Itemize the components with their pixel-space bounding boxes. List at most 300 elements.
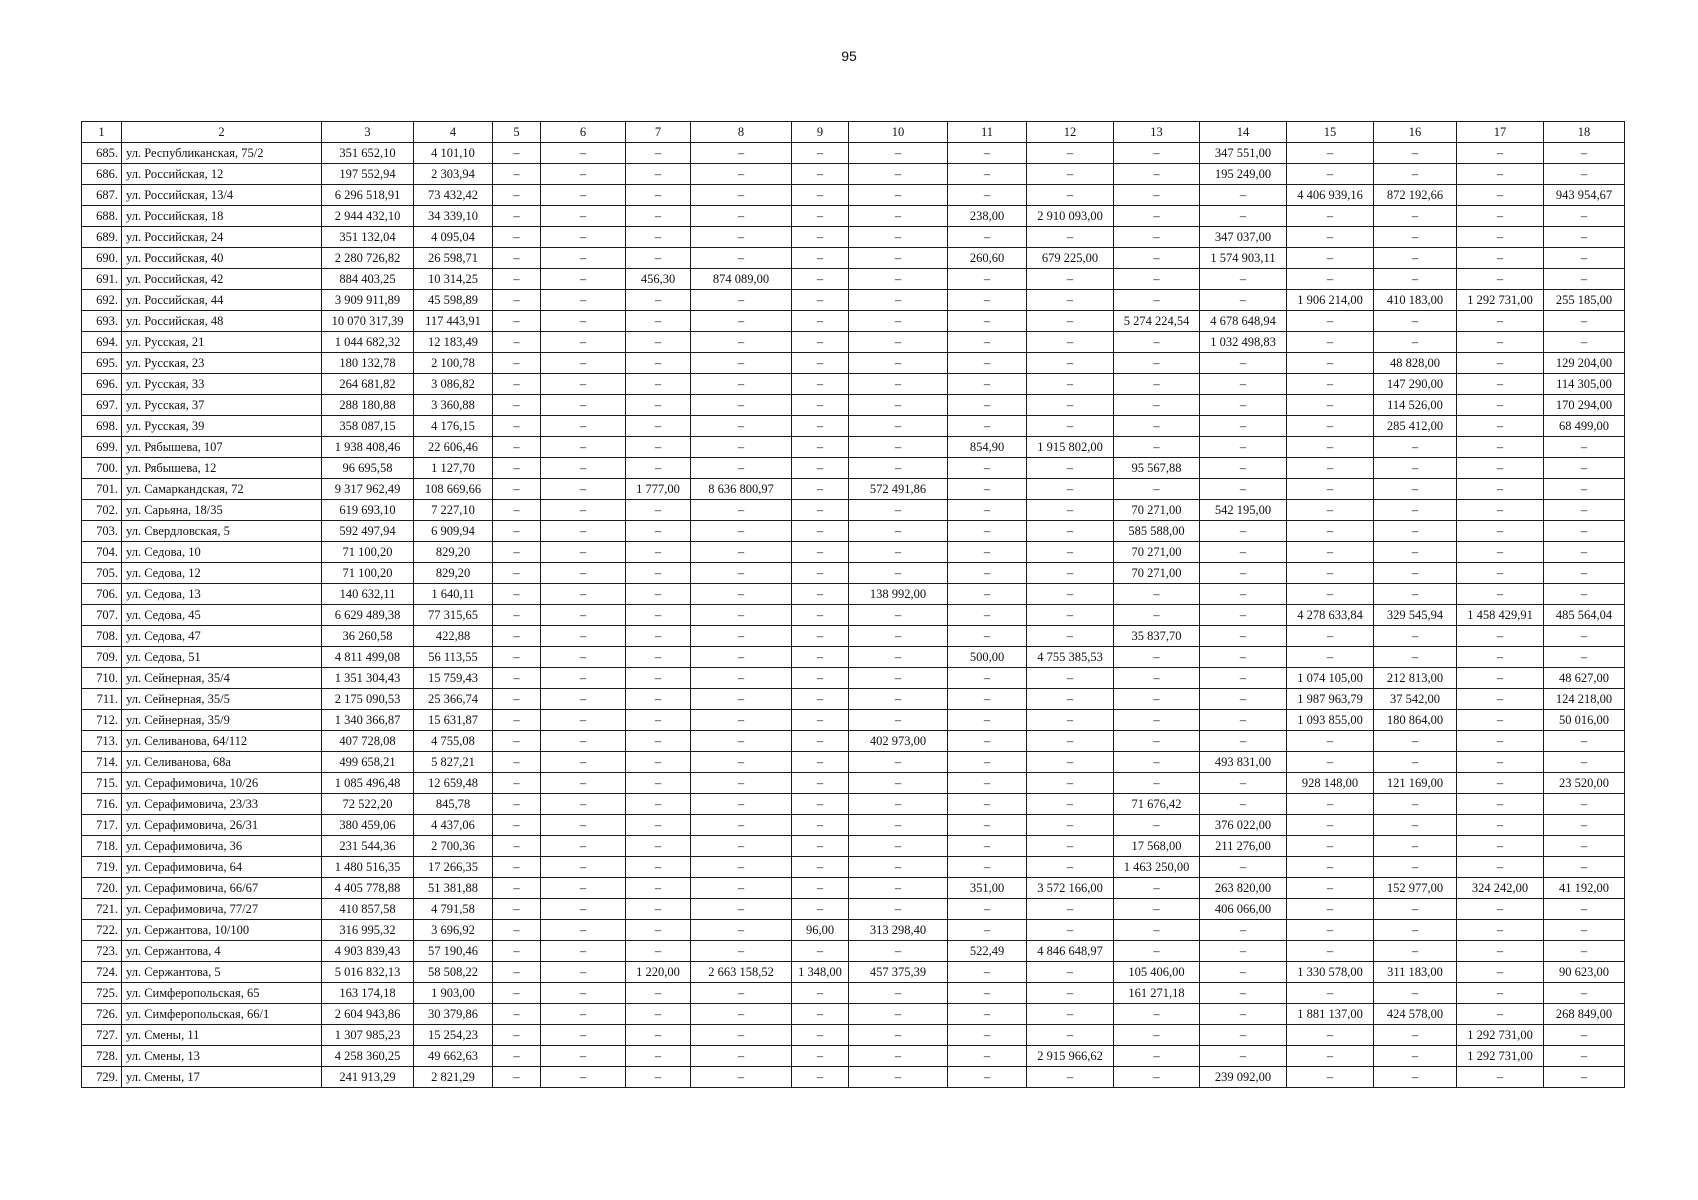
value-cell: – bbox=[541, 185, 626, 206]
value-cell: – bbox=[1027, 962, 1114, 983]
value-cell: – bbox=[691, 458, 792, 479]
value-cell: – bbox=[849, 836, 948, 857]
column-header-6: 6 bbox=[541, 122, 626, 143]
value-cell: – bbox=[691, 584, 792, 605]
value-cell: – bbox=[1200, 206, 1287, 227]
value-cell: 456,30 bbox=[626, 269, 691, 290]
value-cell: – bbox=[849, 143, 948, 164]
value-cell: – bbox=[1544, 458, 1625, 479]
value-cell: 2 663 158,52 bbox=[691, 962, 792, 983]
value-cell: 95 567,88 bbox=[1114, 458, 1200, 479]
row-number-cell: 714. bbox=[82, 752, 122, 773]
value-cell: – bbox=[1544, 1046, 1625, 1067]
value-cell: 358 087,15 bbox=[322, 416, 414, 437]
value-cell: 4 405 778,88 bbox=[322, 878, 414, 899]
value-cell: 2 915 966,62 bbox=[1027, 1046, 1114, 1067]
value-cell: – bbox=[1374, 920, 1457, 941]
value-cell: 1 307 985,23 bbox=[322, 1025, 414, 1046]
value-cell: – bbox=[792, 479, 849, 500]
value-cell: – bbox=[1457, 626, 1544, 647]
value-cell: – bbox=[626, 500, 691, 521]
value-cell: – bbox=[1114, 584, 1200, 605]
row-number-cell: 715. bbox=[82, 773, 122, 794]
value-cell: – bbox=[1457, 983, 1544, 1004]
value-cell: – bbox=[849, 311, 948, 332]
table-row bbox=[82, 248, 1625, 269]
value-cell: – bbox=[493, 311, 541, 332]
value-cell: – bbox=[493, 143, 541, 164]
value-cell: – bbox=[1544, 248, 1625, 269]
value-cell: – bbox=[792, 1067, 849, 1088]
address-cell: ул. Русская, 39 bbox=[122, 416, 322, 437]
value-cell: – bbox=[1114, 290, 1200, 311]
value-cell: – bbox=[1544, 164, 1625, 185]
address-cell: ул. Селиванова, 64/112 bbox=[122, 731, 322, 752]
value-cell: – bbox=[1287, 521, 1374, 542]
value-cell: 15 759,43 bbox=[414, 668, 493, 689]
value-cell: 263 820,00 bbox=[1200, 878, 1287, 899]
table-row bbox=[82, 710, 1625, 731]
value-cell: – bbox=[691, 185, 792, 206]
value-cell: – bbox=[849, 941, 948, 962]
value-cell: – bbox=[691, 248, 792, 269]
value-cell: – bbox=[493, 437, 541, 458]
value-cell: – bbox=[1114, 941, 1200, 962]
value-cell: – bbox=[493, 794, 541, 815]
row-number-cell: 727. bbox=[82, 1025, 122, 1046]
value-cell: – bbox=[1374, 206, 1457, 227]
table-body bbox=[82, 143, 1625, 1088]
value-cell: – bbox=[1027, 731, 1114, 752]
row-number-cell: 722. bbox=[82, 920, 122, 941]
value-cell: – bbox=[792, 794, 849, 815]
value-cell: – bbox=[691, 500, 792, 521]
value-cell: – bbox=[849, 332, 948, 353]
value-cell: – bbox=[1027, 1025, 1114, 1046]
row-number-cell: 706. bbox=[82, 584, 122, 605]
value-cell: – bbox=[792, 143, 849, 164]
address-cell: ул. Сарьяна, 18/35 bbox=[122, 500, 322, 521]
value-cell: – bbox=[1027, 563, 1114, 584]
value-cell: 70 271,00 bbox=[1114, 500, 1200, 521]
address-cell: ул. Серафимовича, 26/31 bbox=[122, 815, 322, 836]
value-cell: – bbox=[1027, 500, 1114, 521]
value-cell: – bbox=[626, 941, 691, 962]
value-cell: – bbox=[1200, 584, 1287, 605]
value-cell: 845,78 bbox=[414, 794, 493, 815]
value-cell: – bbox=[541, 668, 626, 689]
value-cell: 4 903 839,43 bbox=[322, 941, 414, 962]
value-cell: – bbox=[1457, 521, 1544, 542]
value-cell: – bbox=[626, 542, 691, 563]
value-cell: – bbox=[1114, 374, 1200, 395]
value-cell: – bbox=[1374, 647, 1457, 668]
value-cell: – bbox=[948, 689, 1027, 710]
table-row bbox=[82, 227, 1625, 248]
value-cell: – bbox=[1027, 374, 1114, 395]
value-cell: – bbox=[691, 416, 792, 437]
value-cell: 1 292 731,00 bbox=[1457, 1046, 1544, 1067]
value-cell: – bbox=[1114, 206, 1200, 227]
address-cell: ул. Российская, 12 bbox=[122, 164, 322, 185]
table-header-row bbox=[82, 122, 1625, 143]
value-cell: – bbox=[1114, 1067, 1200, 1088]
value-cell: – bbox=[849, 458, 948, 479]
value-cell: – bbox=[1287, 584, 1374, 605]
value-cell: – bbox=[948, 185, 1027, 206]
row-number-cell: 718. bbox=[82, 836, 122, 857]
value-cell: – bbox=[1374, 479, 1457, 500]
value-cell: – bbox=[626, 983, 691, 1004]
value-cell: – bbox=[626, 668, 691, 689]
value-cell: – bbox=[626, 395, 691, 416]
value-cell: – bbox=[1544, 836, 1625, 857]
value-cell: – bbox=[948, 227, 1027, 248]
value-cell: 58 508,22 bbox=[414, 962, 493, 983]
value-cell: 3 696,92 bbox=[414, 920, 493, 941]
value-cell: – bbox=[691, 206, 792, 227]
value-cell: – bbox=[792, 899, 849, 920]
value-cell: – bbox=[948, 605, 1027, 626]
value-cell: – bbox=[948, 458, 1027, 479]
value-cell: – bbox=[691, 605, 792, 626]
value-cell: – bbox=[1374, 1046, 1457, 1067]
value-cell: 49 662,63 bbox=[414, 1046, 493, 1067]
value-cell: 124 218,00 bbox=[1544, 689, 1625, 710]
value-cell: – bbox=[691, 437, 792, 458]
value-cell: – bbox=[493, 710, 541, 731]
table-row bbox=[82, 941, 1625, 962]
value-cell: – bbox=[1027, 332, 1114, 353]
value-cell: – bbox=[849, 899, 948, 920]
row-number-cell: 723. bbox=[82, 941, 122, 962]
value-cell: – bbox=[541, 626, 626, 647]
value-cell: – bbox=[1200, 962, 1287, 983]
value-cell: – bbox=[1457, 500, 1544, 521]
value-cell: – bbox=[1287, 479, 1374, 500]
value-cell: – bbox=[626, 290, 691, 311]
address-cell: ул. Смены, 13 bbox=[122, 1046, 322, 1067]
value-cell: – bbox=[1027, 815, 1114, 836]
value-cell: – bbox=[626, 584, 691, 605]
value-cell: – bbox=[1200, 479, 1287, 500]
value-cell: – bbox=[849, 374, 948, 395]
table-row bbox=[82, 920, 1625, 941]
value-cell: – bbox=[1114, 773, 1200, 794]
value-cell: 6 296 518,91 bbox=[322, 185, 414, 206]
value-cell: 114 526,00 bbox=[1374, 395, 1457, 416]
address-cell: ул. Российская, 18 bbox=[122, 206, 322, 227]
value-cell: – bbox=[1027, 479, 1114, 500]
value-cell: – bbox=[1457, 710, 1544, 731]
value-cell: – bbox=[493, 479, 541, 500]
value-cell: – bbox=[1544, 437, 1625, 458]
row-number-cell: 685. bbox=[82, 143, 122, 164]
value-cell: – bbox=[1457, 584, 1544, 605]
value-cell: 4 176,15 bbox=[414, 416, 493, 437]
value-cell: – bbox=[849, 353, 948, 374]
value-cell: 71 100,20 bbox=[322, 542, 414, 563]
value-cell: 4 095,04 bbox=[414, 227, 493, 248]
value-cell: 592 497,94 bbox=[322, 521, 414, 542]
value-cell: – bbox=[493, 185, 541, 206]
value-cell: – bbox=[1200, 920, 1287, 941]
value-cell: – bbox=[626, 626, 691, 647]
value-cell: 114 305,00 bbox=[1544, 374, 1625, 395]
value-cell: – bbox=[1114, 332, 1200, 353]
value-cell: – bbox=[1114, 248, 1200, 269]
table-row bbox=[82, 332, 1625, 353]
value-cell: – bbox=[1457, 752, 1544, 773]
value-cell: 1 777,00 bbox=[626, 479, 691, 500]
value-cell: – bbox=[1200, 290, 1287, 311]
value-cell: – bbox=[948, 731, 1027, 752]
value-cell: – bbox=[493, 248, 541, 269]
address-cell: ул. Серафимовича, 36 bbox=[122, 836, 322, 857]
value-cell: – bbox=[1287, 647, 1374, 668]
address-cell: ул. Рябышева, 12 bbox=[122, 458, 322, 479]
value-cell: – bbox=[541, 437, 626, 458]
value-cell: – bbox=[1114, 731, 1200, 752]
value-cell: – bbox=[948, 815, 1027, 836]
value-cell: 485 564,04 bbox=[1544, 605, 1625, 626]
value-cell: 407 728,08 bbox=[322, 731, 414, 752]
value-cell: – bbox=[626, 1046, 691, 1067]
value-cell: – bbox=[493, 605, 541, 626]
value-cell: 1 915 802,00 bbox=[1027, 437, 1114, 458]
value-cell: 1 463 250,00 bbox=[1114, 857, 1200, 878]
value-cell: – bbox=[1457, 689, 1544, 710]
value-cell: – bbox=[493, 1025, 541, 1046]
value-cell: – bbox=[493, 626, 541, 647]
value-cell: 239 092,00 bbox=[1200, 1067, 1287, 1088]
value-cell: 1 351 304,43 bbox=[322, 668, 414, 689]
address-cell: ул. Седова, 45 bbox=[122, 605, 322, 626]
value-cell: – bbox=[849, 185, 948, 206]
value-cell: – bbox=[1374, 983, 1457, 1004]
value-cell: – bbox=[792, 1046, 849, 1067]
value-cell: – bbox=[691, 1025, 792, 1046]
value-cell: – bbox=[1287, 269, 1374, 290]
value-cell: – bbox=[948, 1046, 1027, 1067]
value-cell: – bbox=[948, 479, 1027, 500]
value-cell: – bbox=[691, 731, 792, 752]
value-cell: – bbox=[792, 353, 849, 374]
value-cell: – bbox=[626, 710, 691, 731]
value-cell: 4 406 939,16 bbox=[1287, 185, 1374, 206]
value-cell: – bbox=[948, 962, 1027, 983]
value-cell: 2 604 943,86 bbox=[322, 1004, 414, 1025]
table-row bbox=[82, 668, 1625, 689]
row-number-cell: 688. bbox=[82, 206, 122, 227]
table-row bbox=[82, 500, 1625, 521]
value-cell: – bbox=[1200, 1025, 1287, 1046]
value-cell: – bbox=[948, 395, 1027, 416]
value-cell: – bbox=[1200, 689, 1287, 710]
value-cell: – bbox=[792, 185, 849, 206]
address-cell: ул. Сержантова, 10/100 bbox=[122, 920, 322, 941]
value-cell: 4 846 648,97 bbox=[1027, 941, 1114, 962]
value-cell: – bbox=[541, 1025, 626, 1046]
value-cell: 1 480 516,35 bbox=[322, 857, 414, 878]
value-cell: – bbox=[1114, 752, 1200, 773]
value-cell: – bbox=[1200, 1046, 1287, 1067]
value-cell: 51 381,88 bbox=[414, 878, 493, 899]
value-cell: 2 100,78 bbox=[414, 353, 493, 374]
value-cell: 311 183,00 bbox=[1374, 962, 1457, 983]
value-cell: – bbox=[1287, 878, 1374, 899]
value-cell: – bbox=[493, 269, 541, 290]
value-cell: – bbox=[1457, 269, 1544, 290]
value-cell: 380 459,06 bbox=[322, 815, 414, 836]
value-cell: 351 652,10 bbox=[322, 143, 414, 164]
value-cell: – bbox=[541, 269, 626, 290]
value-cell: – bbox=[948, 269, 1027, 290]
value-cell: – bbox=[493, 542, 541, 563]
address-cell: ул. Серафимовича, 77/27 bbox=[122, 899, 322, 920]
value-cell: – bbox=[541, 332, 626, 353]
value-cell: 422,88 bbox=[414, 626, 493, 647]
value-cell: – bbox=[948, 542, 1027, 563]
value-cell: – bbox=[1544, 143, 1625, 164]
address-cell: ул. Серафимовича, 64 bbox=[122, 857, 322, 878]
value-cell: – bbox=[1027, 899, 1114, 920]
row-number-cell: 725. bbox=[82, 983, 122, 1004]
value-cell: – bbox=[948, 1004, 1027, 1025]
value-cell: – bbox=[691, 542, 792, 563]
value-cell: 57 190,46 bbox=[414, 941, 493, 962]
table-row bbox=[82, 857, 1625, 878]
value-cell: 4 258 360,25 bbox=[322, 1046, 414, 1067]
address-cell: ул. Симферопольская, 65 bbox=[122, 983, 322, 1004]
value-cell: 260,60 bbox=[948, 248, 1027, 269]
value-cell: – bbox=[691, 563, 792, 584]
value-cell: 285 412,00 bbox=[1374, 416, 1457, 437]
value-cell: 1 458 429,91 bbox=[1457, 605, 1544, 626]
value-cell: 170 294,00 bbox=[1544, 395, 1625, 416]
value-cell: – bbox=[948, 1067, 1027, 1088]
value-cell: 197 552,94 bbox=[322, 164, 414, 185]
value-cell: – bbox=[626, 731, 691, 752]
value-cell: – bbox=[1457, 920, 1544, 941]
value-cell: – bbox=[1544, 899, 1625, 920]
row-number-cell: 724. bbox=[82, 962, 122, 983]
value-cell: – bbox=[626, 185, 691, 206]
table-row bbox=[82, 542, 1625, 563]
value-cell: – bbox=[1114, 1046, 1200, 1067]
value-cell: – bbox=[1544, 794, 1625, 815]
row-number-cell: 707. bbox=[82, 605, 122, 626]
value-cell: – bbox=[1287, 1025, 1374, 1046]
value-cell: 96,00 bbox=[792, 920, 849, 941]
value-cell: – bbox=[541, 563, 626, 584]
value-cell: – bbox=[541, 605, 626, 626]
value-cell: 96 695,58 bbox=[322, 458, 414, 479]
value-cell: 6 909,94 bbox=[414, 521, 493, 542]
value-cell: 288 180,88 bbox=[322, 395, 414, 416]
address-cell: ул. Сейнерная, 35/9 bbox=[122, 710, 322, 731]
value-cell: – bbox=[691, 752, 792, 773]
value-cell: 457 375,39 bbox=[849, 962, 948, 983]
value-cell: – bbox=[1200, 458, 1287, 479]
value-cell: – bbox=[1114, 1025, 1200, 1046]
address-cell: ул. Сейнерная, 35/5 bbox=[122, 689, 322, 710]
value-cell: 117 443,91 bbox=[414, 311, 493, 332]
value-cell: – bbox=[541, 374, 626, 395]
value-cell: – bbox=[1027, 752, 1114, 773]
value-cell: – bbox=[541, 773, 626, 794]
value-cell: 180 864,00 bbox=[1374, 710, 1457, 731]
value-cell: – bbox=[1457, 857, 1544, 878]
value-cell: – bbox=[691, 710, 792, 731]
column-header-7: 7 bbox=[626, 122, 691, 143]
value-cell: – bbox=[1200, 416, 1287, 437]
address-cell: ул. Серафимовича, 10/26 bbox=[122, 773, 322, 794]
value-cell: 48 627,00 bbox=[1544, 668, 1625, 689]
value-cell: – bbox=[626, 752, 691, 773]
value-cell: – bbox=[792, 710, 849, 731]
value-cell: – bbox=[691, 920, 792, 941]
value-cell: 2 944 432,10 bbox=[322, 206, 414, 227]
value-cell: – bbox=[1200, 794, 1287, 815]
value-cell: – bbox=[493, 962, 541, 983]
value-cell: 572 491,86 bbox=[849, 479, 948, 500]
value-cell: – bbox=[1114, 1004, 1200, 1025]
value-cell: 2 280 726,82 bbox=[322, 248, 414, 269]
value-cell: – bbox=[1027, 185, 1114, 206]
value-cell: – bbox=[1114, 437, 1200, 458]
value-cell: – bbox=[541, 983, 626, 1004]
value-cell: – bbox=[691, 794, 792, 815]
value-cell: 347 551,00 bbox=[1200, 143, 1287, 164]
value-cell: – bbox=[849, 437, 948, 458]
value-cell: – bbox=[626, 374, 691, 395]
value-cell: – bbox=[1544, 227, 1625, 248]
table-row bbox=[82, 164, 1625, 185]
value-cell: – bbox=[1200, 710, 1287, 731]
value-cell: – bbox=[541, 416, 626, 437]
value-cell: – bbox=[1374, 815, 1457, 836]
address-cell: ул. Серафимовича, 66/67 bbox=[122, 878, 322, 899]
value-cell: – bbox=[691, 1004, 792, 1025]
table-row bbox=[82, 395, 1625, 416]
value-cell: – bbox=[1457, 794, 1544, 815]
row-number-cell: 687. bbox=[82, 185, 122, 206]
value-cell: – bbox=[626, 857, 691, 878]
value-cell: 212 813,00 bbox=[1374, 668, 1457, 689]
value-cell: – bbox=[1287, 311, 1374, 332]
address-cell: ул. Российская, 40 bbox=[122, 248, 322, 269]
value-cell: 264 681,82 bbox=[322, 374, 414, 395]
value-cell: – bbox=[948, 920, 1027, 941]
value-cell: 41 192,00 bbox=[1544, 878, 1625, 899]
value-cell: – bbox=[792, 248, 849, 269]
value-cell: – bbox=[792, 500, 849, 521]
value-cell: – bbox=[948, 626, 1027, 647]
address-cell: ул. Симферопольская, 66/1 bbox=[122, 1004, 322, 1025]
value-cell: – bbox=[1544, 983, 1625, 1004]
table-row bbox=[82, 290, 1625, 311]
value-cell: – bbox=[541, 1046, 626, 1067]
value-cell: – bbox=[1027, 668, 1114, 689]
table-row bbox=[82, 1004, 1625, 1025]
value-cell: – bbox=[691, 878, 792, 899]
value-cell: 854,90 bbox=[948, 437, 1027, 458]
table-row bbox=[82, 584, 1625, 605]
value-cell: – bbox=[849, 1025, 948, 1046]
value-cell: 50 016,00 bbox=[1544, 710, 1625, 731]
value-cell: 70 271,00 bbox=[1114, 542, 1200, 563]
